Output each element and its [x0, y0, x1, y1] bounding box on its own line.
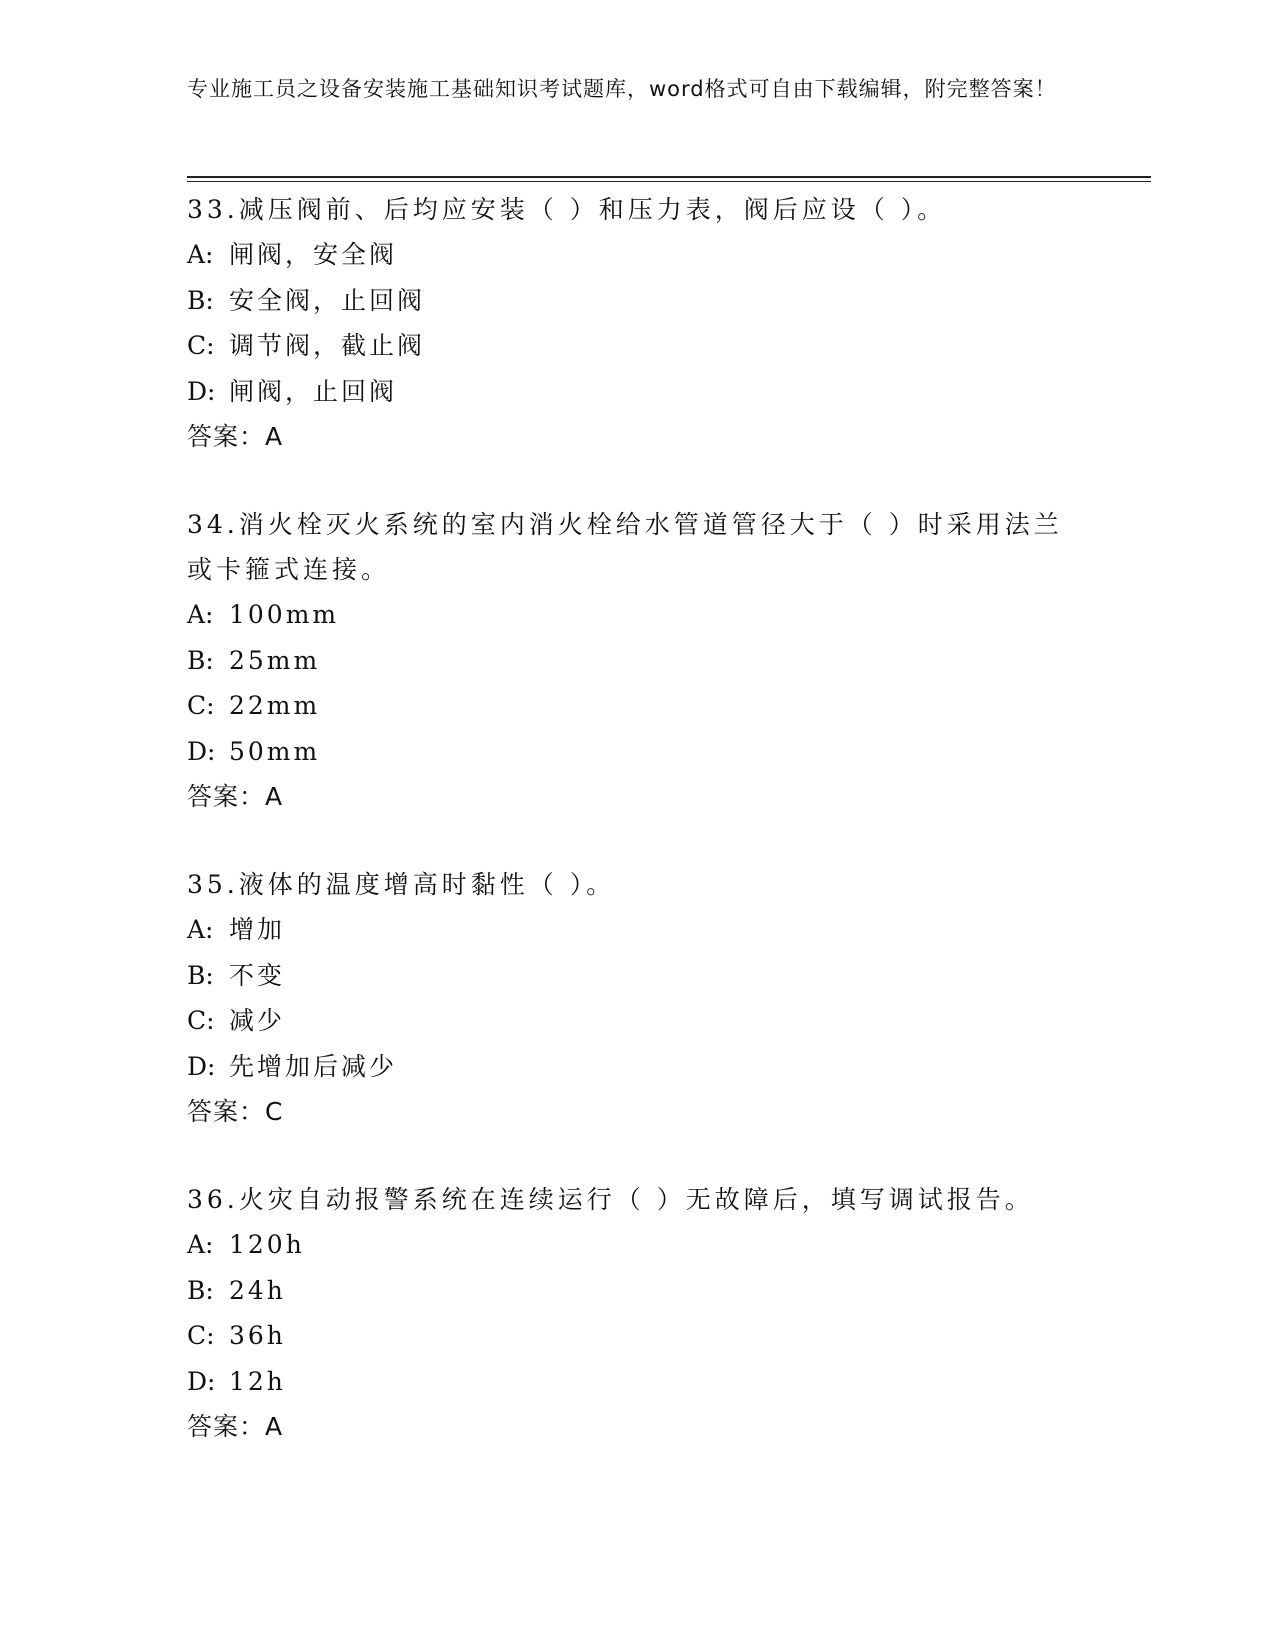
- option-text: 减少: [229, 1006, 286, 1035]
- option-letter: B:: [187, 960, 214, 990]
- option-a: [187, 1222, 1067, 1268]
- option-c: [187, 683, 1067, 729]
- header-divider-thick: [187, 176, 1151, 178]
- option-letter: B:: [187, 1275, 214, 1305]
- option-text: 闸阀，止回阀: [229, 376, 398, 406]
- question-33: [187, 187, 1067, 459]
- option-text: 25mm: [229, 645, 321, 675]
- option-a: [187, 907, 1067, 953]
- option-letter: A:: [187, 915, 214, 944]
- question-35: [187, 862, 1067, 1134]
- option-b: [187, 638, 1067, 684]
- option-a: [187, 592, 1067, 638]
- option-text: 不变: [229, 960, 286, 990]
- document-header: 专业施工员之设备安装施工基础知识考试题库，word格式可自由下载编辑，附完整答案！: [187, 77, 1057, 101]
- option-d: [187, 1044, 1067, 1090]
- answer-line: 答案：A: [187, 782, 284, 811]
- option-letter: C:: [187, 331, 215, 360]
- option-letter: D:: [187, 1051, 216, 1081]
- answer-line: 答案：A: [187, 1412, 284, 1441]
- option-b: [187, 953, 1067, 999]
- option-letter: D:: [187, 1366, 216, 1396]
- option-b: [187, 1268, 1067, 1314]
- option-letter: A:: [187, 240, 214, 269]
- option-text: 22mm: [229, 691, 321, 720]
- option-text: 安全阀，止回阀: [229, 285, 426, 315]
- option-letter: D:: [187, 376, 216, 406]
- option-text: 24h: [229, 1275, 286, 1305]
- header-divider-thin: [187, 181, 1151, 182]
- question-stem: 33.减压阀前、后均应安装（ ）和压力表，阀后应设（ ）。: [187, 195, 947, 224]
- option-text: 闸阀，安全阀: [229, 240, 398, 269]
- question-stem: 36.火灾自动报警系统在连续运行（ ）无故障后，填写调试报告。: [187, 1185, 1034, 1214]
- option-b: [187, 278, 1067, 324]
- option-d: [187, 1359, 1067, 1405]
- option-text: 100mm: [229, 600, 340, 629]
- option-text: 36h: [229, 1321, 286, 1350]
- option-text: 先增加后减少: [229, 1051, 398, 1081]
- option-letter: C:: [187, 1006, 215, 1035]
- option-letter: B:: [187, 645, 214, 675]
- option-letter: A:: [187, 600, 214, 629]
- option-a: [187, 232, 1067, 278]
- question-34: [187, 502, 1067, 819]
- option-text: 120h: [229, 1230, 305, 1259]
- option-text: 12h: [229, 1366, 286, 1396]
- answer-line: 答案：A: [187, 422, 284, 451]
- option-c: [187, 1313, 1067, 1359]
- answer-line: 答案：C: [187, 1097, 284, 1126]
- option-c: [187, 998, 1067, 1044]
- option-letter: A:: [187, 1230, 214, 1259]
- question-stem: 35.液体的温度增高时黏性（ ）。: [187, 870, 616, 899]
- option-d: [187, 369, 1067, 415]
- question-36: [187, 1177, 1067, 1449]
- option-letter: D:: [187, 736, 216, 766]
- option-c: [187, 323, 1067, 369]
- option-letter: C:: [187, 691, 215, 720]
- option-d: [187, 729, 1067, 775]
- option-text: 增加: [229, 915, 286, 944]
- option-letter: C:: [187, 1321, 215, 1350]
- option-letter: B:: [187, 285, 214, 315]
- option-text: 50mm: [229, 736, 321, 766]
- question-stem: 34.消火栓灭火系统的室内消火栓给水管道管径大于（ ）时采用法兰或卡箍式连接。: [187, 510, 1063, 584]
- option-text: 调节阀，截止阀: [229, 331, 426, 360]
